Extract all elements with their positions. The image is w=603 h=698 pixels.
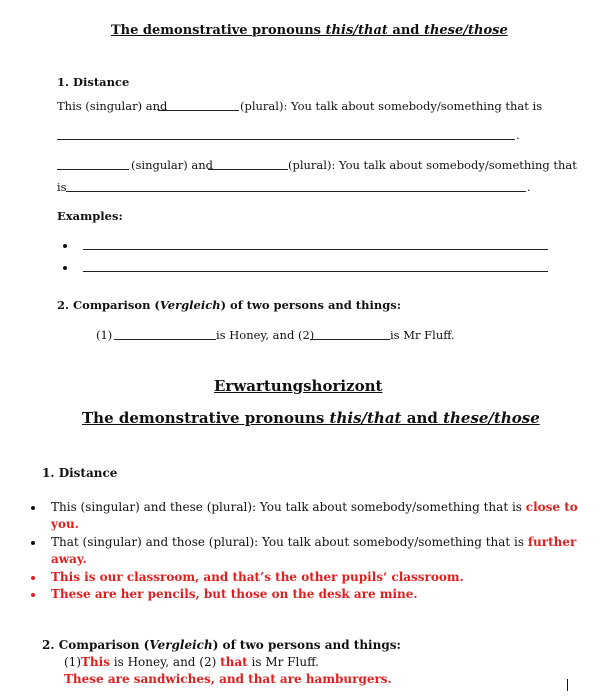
answer-highlight: close to	[525, 500, 578, 514]
distance-row1-end: (plural): You talk about somebody/something that is	[240, 99, 543, 113]
answer-bullet-2-continued: away.	[51, 552, 87, 566]
section2-number: 2.	[42, 638, 59, 652]
title-text-and: and	[387, 23, 424, 38]
bullet-dot	[31, 593, 35, 597]
worksheet-title	[111, 23, 508, 38]
comparison-blank-1[interactable]	[114, 339, 216, 340]
example-blank-line-1[interactable]	[83, 249, 548, 250]
bullet-dot	[63, 244, 67, 248]
period: .	[527, 180, 531, 194]
section2-text: Comparison (	[73, 298, 160, 312]
title-text: The demonstrative pronouns	[82, 409, 330, 427]
bullet-dot	[31, 576, 35, 580]
answer-highlight: that	[220, 655, 248, 669]
blank-line-plural-1[interactable]	[158, 110, 239, 111]
distance-row4-start: is	[57, 180, 67, 194]
distance-row1-start: This (singular) and	[57, 99, 168, 113]
period: .	[516, 128, 520, 142]
answer-bullet-1-continued: you.	[51, 517, 79, 531]
comparison-text-end: is Mr Fluff.	[390, 328, 455, 342]
comparison-text: is Mr Fluff.	[247, 655, 319, 669]
answer-bullet-1	[51, 500, 578, 514]
section2-number: 2.	[57, 298, 74, 312]
title-emphasis-these-those: these/those	[423, 23, 508, 38]
bullet-dot	[63, 266, 67, 270]
example-blank-line-2[interactable]	[83, 271, 548, 272]
examples-label: Examples:	[57, 209, 123, 223]
answer-text: This (singular) and these (plural): You talk about somebody/something that is	[51, 500, 526, 514]
answer-highlight: This	[81, 655, 110, 669]
answer-bullet-4: These are her pencils, but those on the desk are mine.	[51, 587, 418, 601]
answer-bullet-2	[51, 535, 576, 549]
title-text-and: and	[401, 409, 444, 427]
answers-section1-heading: 1. Distance	[42, 466, 118, 480]
comparison-blank-2[interactable]	[310, 339, 390, 340]
bullet-dot	[31, 541, 35, 545]
blank-line-singular[interactable]	[57, 169, 129, 170]
distance-row3-end: (plural): You talk about somebody/something that	[288, 158, 577, 172]
answers-heading: Erwartungshorizont	[214, 377, 383, 395]
answer-text: That (singular) and those (plural): You talk about somebody/something that is	[51, 535, 528, 549]
answer-highlight: further	[527, 535, 577, 549]
blank-line-plural-2[interactable]	[208, 169, 288, 170]
comparison-text-mid: is Honey, and (2)	[216, 328, 315, 342]
bullet-dot	[31, 506, 35, 510]
title-emphasis-this-that: this/that	[329, 409, 402, 427]
answers-section2-heading	[42, 638, 401, 652]
comparison-text: is Honey, and (2)	[109, 655, 221, 669]
answers-title	[82, 409, 540, 427]
comparison-label-1: (1)	[96, 328, 113, 342]
title-emphasis-this-that: this/that	[325, 23, 388, 38]
title-text: The demonstrative pronouns	[111, 23, 326, 38]
section2-emphasis: Vergleich	[159, 298, 221, 312]
text-cursor	[567, 679, 568, 691]
section2-text: Comparison (	[58, 638, 150, 652]
section2-emphasis: Vergleich	[149, 638, 213, 652]
comparison-label: (1)	[64, 655, 81, 669]
section2-heading	[57, 298, 401, 312]
title-emphasis-these-those: these/those	[443, 409, 540, 427]
distance-row3-mid: (singular) and	[131, 158, 214, 172]
section2-text-end: ) of two persons and things:	[212, 638, 401, 652]
answer-bullet-3: This is our classroom, and that’s the other pupils‘ classroom.	[51, 570, 464, 584]
section1-heading: 1. Distance	[57, 75, 130, 89]
section2-text-end: ) of two persons and things:	[220, 298, 401, 312]
answers-comparison-line-2: These are sandwiches, and that are hamburgers.	[64, 672, 392, 686]
answers-comparison-line-1	[64, 655, 319, 669]
blank-line-full-1[interactable]	[57, 139, 515, 140]
blank-line-full-2[interactable]	[66, 191, 526, 192]
